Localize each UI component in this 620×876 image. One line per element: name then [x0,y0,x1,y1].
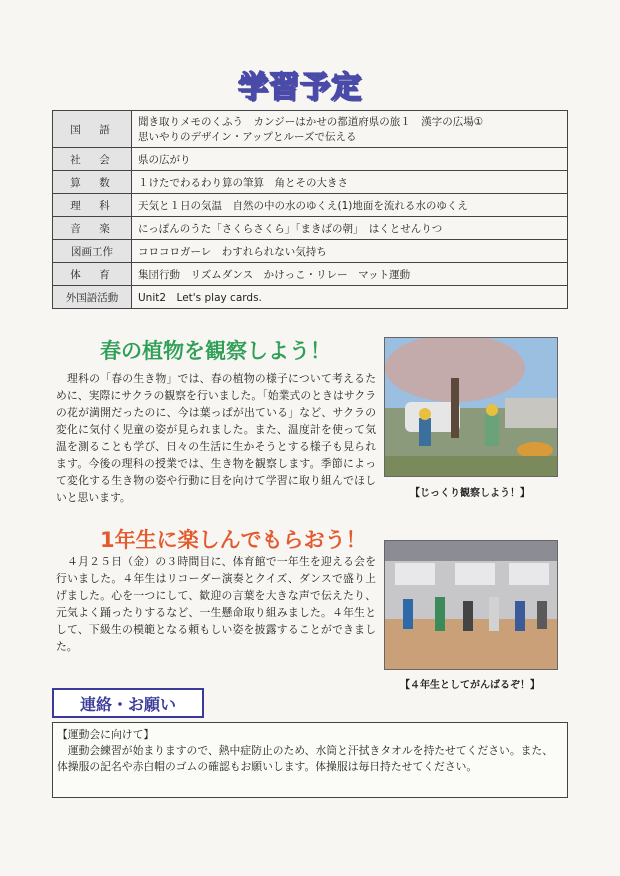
schedule-subject: 音 楽 [53,217,132,240]
schedule-subject: 体 育 [53,263,132,286]
section1-caption: 【じっくり観察しよう！】 [410,488,530,499]
schedule-subject: 理 科 [53,194,132,217]
schedule-row [53,111,568,148]
schedule-row [53,240,568,263]
schedule-row [53,286,568,309]
schedule-content [132,217,568,240]
schedule-content-line: 集団行動 リズムダンス かけっこ・リレー マット運動 [138,268,411,281]
schedule-content-line: コロコロガーレ わすれられない気持ち [138,245,327,258]
schedule-content [132,111,568,148]
section2-title: 1年生に楽しんでもらおう！ [100,528,367,552]
schedule-table [52,110,568,309]
schedule-content [132,194,568,217]
schedule-subject: 図画工作 [53,240,132,263]
section1-title: 春の植物を観察しよう！ [100,339,331,363]
schedule-row [53,194,568,217]
schedule-content-line: 天気と１日の気温 自然の中の水のゆくえ(1)地面を流れる水のゆくえ [138,199,468,212]
schedule-content [132,286,568,309]
schedule-content [132,263,568,286]
page-title: 学習予定 [238,70,362,105]
notice-body: 運動会練習が始まりますので、熱中症防止のため、水筒と汗拭きタオルを持たせてください。また、体操服の記名や赤白帽のゴムの確認もお願いします。体操服は毎日持たせてください。 [57,744,554,773]
cherry-tree-photo [384,337,558,477]
schedule-content-line: 県の広がり [138,153,191,166]
schedule-subject: 外国語活動 [53,286,132,309]
section2-body: ４月２５日（金）の３時間目に、体育館で一年生を迎える会を行いました。４年生はリコーダー演奏とクイズ、ダンスで盛り上げました。心を一つにして、歓迎の言葉を大きな声で伝えたり、元気よく踊ったりするなど、一生懸命取り組みました。４年生として、下級生の模範となる頼もしい姿を披露することができました。 [56,555,376,653]
schedule-content-line: にっぽんのうた「さくらさくら」「まきばの朝」 はくとせんりつ [138,222,443,235]
schedule-content-line: １けたでわるわり算の筆算 角とその大きさ [138,176,348,189]
schedule-content-line: 思いやりのデザイン・アップとルーズで伝える [138,131,357,143]
schedule-row [53,171,568,194]
section2-caption: 【４年生としてがんばるぞ！】 [400,680,540,691]
schedule-subject: 社 会 [53,148,132,171]
schedule-content-line: 聞き取りメモのくふう カンジーはかせの都道府県の旅１ 漢字の広場① [138,116,484,128]
notice-heading: 【運動会に向けて】 [57,728,155,741]
notice-box [52,722,568,798]
schedule-content-line: Unit2 Let's play cards. [138,291,262,304]
schedule-content [132,171,568,194]
section1-body: 理科の「春の生き物」では、春の植物の様子について考えるために、実際にサクラの観察を行いました。「始業式のときはサクラの花が満開だったのに、今は葉っぱが出ている」など、サクラの変化に気付く児童の姿が見られました。また、温度計を使って気温を測ることも学び、日々の生活に生かそうとする様子も見られます。今後の理科の授業では、生き物を観察します。季節によって変化する生き物の姿や行動に目を向けて学習に取り組んでほしいと思います。 [56,372,376,504]
schedule-row [53,217,568,240]
schedule-subject: 国 語 [53,111,132,148]
schedule-content [132,148,568,171]
notice-title: 連絡・お願い [52,688,204,718]
schedule-row [53,148,568,171]
schedule-row [53,263,568,286]
gym-photo [384,540,558,670]
schedule-content [132,240,568,263]
schedule-subject: 算 数 [53,171,132,194]
